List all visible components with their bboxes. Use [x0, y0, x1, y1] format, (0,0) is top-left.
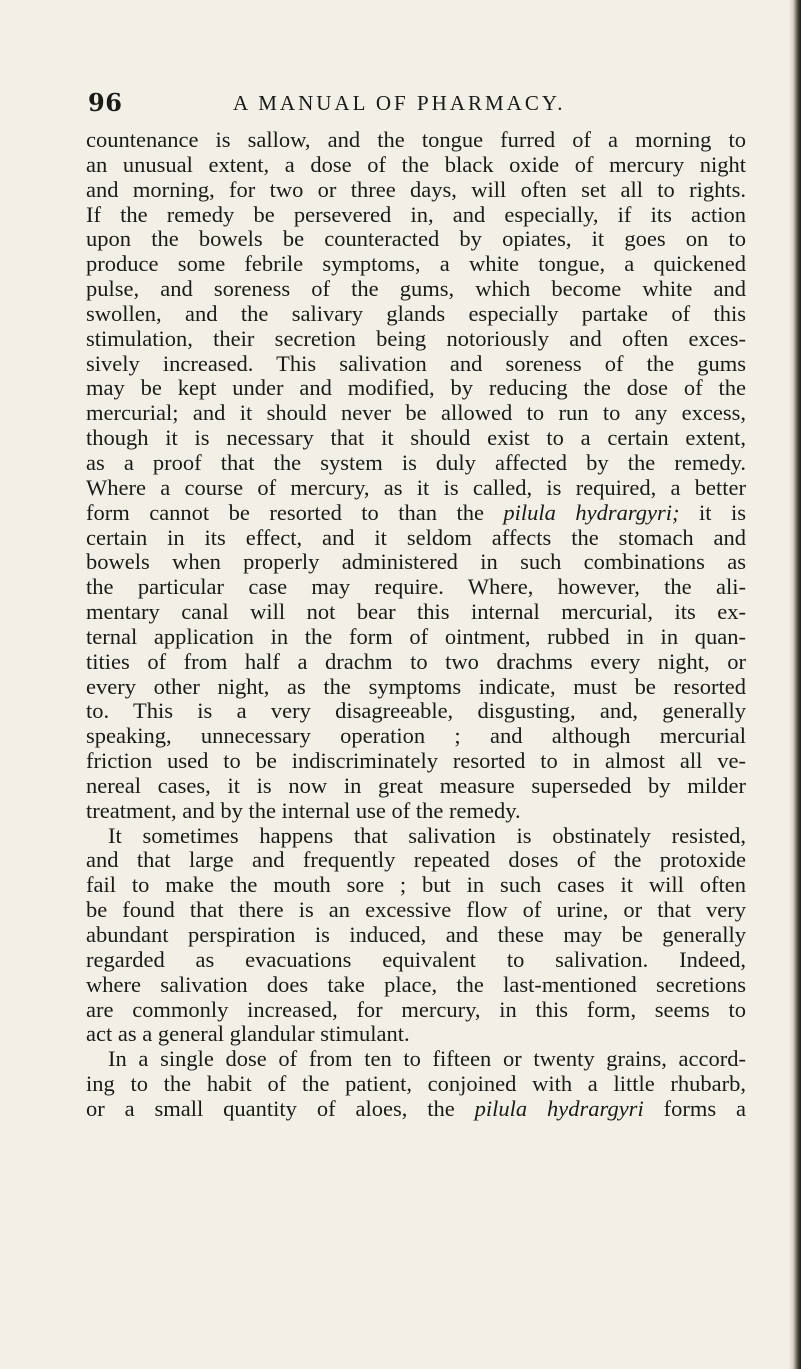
text-line	[86, 352, 746, 377]
text-run: it is	[679, 499, 746, 525]
page-number: 96	[88, 88, 123, 117]
text-run: It sometimes happens that salivation is obstinately resisted,	[108, 822, 746, 848]
text-run: tities of from half a drachm to two drachms every night, or	[86, 648, 746, 674]
text-run: certain in its effect, and it seldom affects the stomach and	[86, 524, 746, 550]
paragraph	[86, 128, 746, 824]
text-run: Where a course of mercury, as it is called, is required, a better	[86, 474, 746, 500]
text-line	[86, 1072, 746, 1097]
text-line	[86, 227, 746, 252]
text-run: friction used to be indiscriminately resorted to in almost all ve-	[86, 748, 746, 774]
text-line	[86, 824, 746, 849]
text-run: speaking, unnecessary operation ; and although mercurial	[86, 723, 746, 749]
text-line	[86, 401, 746, 426]
text-run: mentary canal will not bear this internal mercurial, its ex-	[86, 599, 746, 625]
text-line	[86, 501, 746, 526]
text-run: the particular case may require. Where, however, the ali-	[86, 574, 746, 600]
text-run: every other night, as the symptoms indicate, must be resorted	[86, 673, 746, 699]
text-line	[86, 749, 746, 774]
text-run: or a small quantity of aloes, the	[86, 1095, 475, 1121]
text-line	[86, 376, 746, 401]
text-run: may be kept under and modified, by reducing the dose of the	[86, 375, 746, 401]
text-line	[86, 203, 746, 228]
text-line	[86, 252, 746, 277]
text-line	[86, 998, 746, 1023]
page-edge	[789, 0, 801, 1369]
text-run: as a proof that the system is duly affected by the remedy.	[86, 449, 746, 475]
text-run: an unusual extent, a dose of the black oxide of mercury night	[86, 151, 746, 177]
text-run: act as a general glandular stimulant.	[86, 1021, 410, 1047]
text-line	[86, 451, 746, 476]
text-line	[86, 600, 746, 625]
text-run: abundant perspiration is induced, and these may be generally	[86, 922, 746, 947]
text-run: bowels when properly administered in such combinations as	[86, 549, 746, 575]
text-line	[86, 973, 746, 998]
text-run: fail to make the mouth sore ; but in such cases it will often	[86, 872, 746, 898]
running-head	[88, 88, 748, 118]
text-run: be found that there is an excessive flow of urine, or that very	[86, 897, 746, 923]
text-run: pulse, and soreness of the gums, which become white and	[86, 276, 746, 302]
text-line	[86, 526, 746, 551]
text-run: nereal cases, it is now in great measure superseded by milder	[86, 772, 746, 798]
text-run: If the remedy be persevered in, and especially, if its action	[86, 201, 746, 227]
text-run: treatment, and by the internal use of the remedy.	[86, 797, 521, 823]
text-line	[86, 1022, 746, 1047]
text-run: forms a	[643, 1095, 746, 1121]
text-line	[86, 1047, 746, 1072]
paragraph	[86, 1047, 746, 1122]
text-line	[86, 476, 746, 501]
text-line	[86, 848, 746, 873]
italic-term: pilula hydrargyri;	[503, 499, 680, 525]
text-run: and that large and frequently repeated doses of the protoxide	[86, 847, 746, 873]
text-run: countenance is sallow, and the tongue furred of a morning to	[86, 127, 746, 152]
text-run: to. This is a very disagreeable, disgusting, and, generally	[86, 698, 746, 724]
text-run: form cannot be resorted to than the	[86, 499, 504, 525]
text-run: stimulation, their secretion being notoriously and often exces-	[86, 325, 746, 351]
text-line	[86, 277, 746, 302]
text-line	[86, 898, 746, 923]
text-run: ternal application in the form of ointment, rubbed in in quan-	[86, 623, 746, 649]
text-line	[86, 873, 746, 898]
text-line	[86, 799, 746, 824]
text-line	[86, 923, 746, 948]
body-text	[86, 128, 746, 1122]
text-line	[86, 575, 746, 600]
text-line	[86, 1097, 746, 1122]
italic-term: pilula hydrargyri	[474, 1095, 644, 1121]
text-run: where salivation does take place, the last-mentioned secretions	[86, 971, 746, 997]
text-run: though it is necessary that it should exist to a certain extent,	[86, 425, 746, 451]
text-run: swollen, and the salivary glands especially partake of this	[86, 300, 746, 326]
text-run: sively increased. This salivation and soreness of the gums	[86, 350, 746, 376]
text-line	[86, 327, 746, 352]
text-run: upon the bowels be counteracted by opiates, it goes on to	[86, 226, 746, 252]
text-line	[86, 774, 746, 799]
text-line	[86, 675, 746, 700]
text-line	[86, 128, 746, 153]
text-line	[86, 699, 746, 724]
text-run: regarded as evacuations equivalent to salivation. Indeed,	[86, 946, 746, 972]
text-run: are commonly increased, for mercury, in this form, seems to	[86, 996, 746, 1022]
text-line	[86, 302, 746, 327]
text-line	[86, 426, 746, 451]
text-run: mercurial; and it should never be allowed to run to any excess,	[86, 400, 746, 426]
text-line	[86, 948, 746, 973]
text-line	[86, 178, 746, 203]
text-run: ing to the habit of the patient, conjoined with a little rhubarb,	[86, 1071, 746, 1097]
text-line	[86, 550, 746, 575]
text-run: produce some febrile symptoms, a white tongue, a quickened	[86, 251, 746, 277]
text-run: and morning, for two or three days, will often set all to rights.	[86, 176, 746, 202]
text-line	[86, 724, 746, 749]
paragraph	[86, 824, 746, 1048]
text-line	[86, 650, 746, 675]
running-title: A MANUAL OF PHARMACY.	[233, 91, 566, 115]
text-line	[86, 625, 746, 650]
text-line	[86, 153, 746, 178]
text-run: In a single dose of from ten to fifteen or twenty grains, accord-	[108, 1046, 746, 1072]
